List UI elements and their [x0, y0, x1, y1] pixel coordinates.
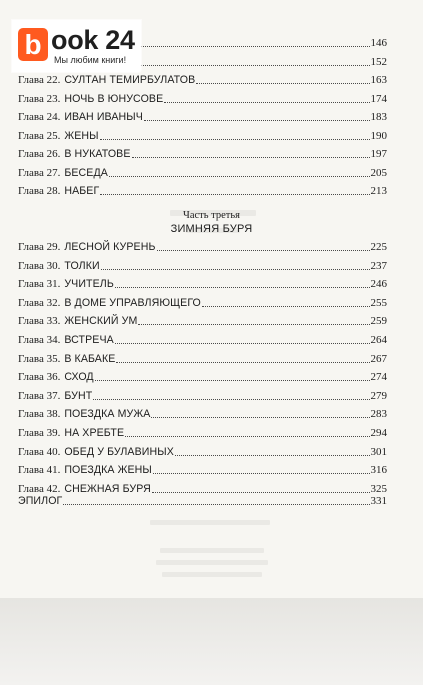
toc-entry-title: НОЧЬ В ЮНУСОВЕ [64, 92, 164, 105]
toc-chapter-number: Глава 35. [18, 352, 61, 365]
toc-leader-dots [101, 269, 370, 270]
toc-entry [18, 257, 387, 273]
toc-entry [18, 424, 387, 440]
toc-leader-dots [175, 455, 370, 456]
part-label: Часть третья [183, 210, 240, 221]
toc-entry [18, 387, 387, 403]
toc-page-number: 163 [370, 74, 387, 86]
toc-page-number: 225 [370, 241, 387, 253]
toc-leader-dots [115, 343, 370, 344]
toc-chapter-number: Глава 33. [18, 315, 61, 328]
toc-entry-label [18, 278, 114, 291]
toc-leader-dots [95, 380, 370, 381]
toc-entry-label [18, 334, 114, 347]
toc-entry-title: ЖЕНЫ [64, 129, 99, 142]
toc-entry [18, 405, 387, 421]
toc-entry-title: СНЕЖНАЯ БУРЯ [64, 482, 151, 495]
toc-page-number: 190 [370, 129, 387, 142]
toc-leader-dots [115, 287, 370, 288]
toc-entry-title: ИВАН ИВАНЫЧ [64, 111, 143, 123]
book24-logo[interactable] [12, 20, 141, 72]
toc-entry-label [18, 297, 201, 310]
toc-entry-title: УЧИТЕЛЬ [64, 278, 114, 291]
toc-entry-label [18, 241, 156, 254]
toc-entry-label [18, 390, 92, 403]
toc-entry-title: НАБЕГ [64, 185, 100, 197]
toc-entry-title: ЭПИЛОГ [18, 495, 63, 507]
toc-entry-label [18, 446, 174, 459]
toc-entry-title: ЛЕСНОЙ КУРЕНЬ [64, 241, 156, 253]
logo-letter-badge: b [18, 28, 48, 61]
toc-entry-title: В НУКАТОВЕ [64, 148, 131, 160]
toc-entry-label [18, 495, 62, 508]
toc-leader-dots [125, 436, 369, 437]
toc-entry-title: ВСТРЕЧА [64, 334, 114, 346]
toc-entry-label [18, 93, 163, 106]
show-through-mark [160, 548, 264, 553]
toc-page-number: 279 [370, 389, 387, 402]
toc-entry [18, 350, 387, 366]
toc-page-number: 301 [370, 445, 387, 458]
toc-leader-dots [93, 399, 369, 400]
toc-chapter-number: Глава 30. [18, 259, 61, 272]
toc-leader-dots [116, 362, 369, 363]
toc-entry-label [18, 130, 99, 143]
toc-page-number: 316 [370, 464, 387, 477]
toc-entry-label [18, 148, 131, 161]
toc-entry-label [18, 408, 150, 421]
toc-chapter-number: Глава 38. [18, 408, 61, 421]
toc-entry [18, 275, 387, 291]
toc-page-number: 152 [370, 55, 387, 68]
toc-entry-label [18, 185, 99, 198]
toc-chapter-number: Глава 22. [18, 74, 61, 86]
toc-entry-label [18, 464, 152, 477]
toc-leader-dots [100, 194, 369, 195]
toc-entry-label [18, 260, 100, 273]
toc-page-number: 267 [370, 352, 387, 365]
toc-page-number: 331 [370, 495, 387, 507]
toc-entry-label [18, 427, 124, 440]
toc-leader-dots [63, 504, 369, 505]
toc-chapter-number: Глава 24. [18, 111, 61, 123]
toc-chapter-number: Глава 36. [18, 371, 61, 384]
toc-leader-dots [153, 473, 370, 474]
toc-page-number: 283 [370, 408, 387, 421]
toc-entry-title: ПОЕЗДКА ЖЕНЫ [64, 464, 152, 477]
toc-chapter-number: Глава 31. [18, 278, 61, 291]
toc-entry-title: В ДОМЕ УПРАВЛЯЮЩЕГО [64, 296, 201, 309]
toc-entry-title: ПОЕЗДКА МУЖА [64, 408, 151, 421]
toc-entry [18, 443, 387, 459]
toc-entry-title: ТОЛКИ [64, 259, 100, 272]
toc-entry [18, 331, 387, 347]
toc-entry [18, 164, 387, 180]
toc-entry [18, 461, 387, 477]
toc-page-number: 255 [370, 296, 387, 309]
toc-entry [18, 312, 387, 328]
toc-chapter-number: Глава 39. [18, 427, 61, 439]
toc-entry [18, 182, 387, 198]
toc-page-number: 259 [370, 315, 387, 328]
toc-leader-dots [138, 324, 369, 325]
toc-leader-dots [202, 306, 370, 307]
toc-entry [18, 368, 387, 384]
toc-entry-label [18, 167, 108, 180]
toc-leader-dots [144, 120, 370, 121]
toc-chapter-number: Глава 28. [18, 185, 61, 197]
toc-entry-label [18, 111, 143, 124]
toc-chapter-number: Глава 34. [18, 334, 61, 346]
toc-entry-title: ОБЕД У БУЛАВИНЫХ [64, 445, 174, 458]
toc-chapter-number: Глава 25. [18, 129, 61, 142]
toc-page-number: 146 [370, 37, 387, 49]
toc-page-number: 183 [370, 111, 387, 123]
toc-chapter-number: Глава 40. [18, 445, 61, 458]
toc-chapter-number: Глава 23. [18, 92, 61, 105]
toc-leader-dots [164, 102, 369, 103]
toc-page-number: 205 [370, 166, 387, 179]
page-bottom-area [0, 598, 423, 685]
toc-entry-title: БЕСЕДА [64, 166, 108, 179]
toc-entry-label [18, 371, 94, 384]
toc-page-number: 294 [370, 427, 387, 439]
toc-chapter-number: Глава 29. [18, 241, 61, 253]
toc-entry [18, 294, 387, 310]
toc-entry [18, 145, 387, 161]
toc-leader-dots [109, 176, 370, 177]
toc-entry-title: В КАБАКЕ [64, 352, 116, 365]
toc-page-number: 274 [370, 371, 387, 384]
toc-page-number: 237 [370, 259, 387, 272]
toc-entry [18, 90, 387, 106]
toc-leader-dots [132, 157, 370, 158]
toc-page-number: 246 [370, 278, 387, 291]
toc-entry [18, 127, 387, 143]
toc-entry-label [18, 315, 137, 328]
toc-entry-title: БУНТ [64, 389, 93, 402]
toc-page-number: 325 [370, 482, 387, 495]
toc-page-number: 197 [370, 148, 387, 160]
toc-entry-title: СХОД [64, 371, 94, 384]
toc-leader-dots [196, 83, 369, 84]
logo-tagline: Мы любим книги! [54, 55, 127, 65]
toc-entry-epilogue [18, 492, 387, 508]
toc-entry [18, 238, 387, 254]
part-title: ЗИМНЯЯ БУРЯ [170, 223, 253, 235]
toc-leader-dots [157, 250, 370, 251]
toc-chapter-number: Глава 37. [18, 389, 61, 402]
show-through-mark [156, 560, 268, 565]
toc-entry-title: ЖЕНСКИЙ УМ [64, 315, 138, 328]
toc-entry-label [18, 353, 115, 366]
toc-page-number: 174 [370, 92, 387, 105]
toc-page-number: 264 [370, 334, 387, 346]
toc-chapter-number: Глава 32. [18, 296, 61, 309]
toc-leader-dots [151, 417, 369, 418]
toc-chapter-number: Глава 41. [18, 464, 61, 477]
show-through-mark [150, 520, 270, 525]
toc-entry-label [18, 74, 195, 87]
toc-page-number: 213 [370, 185, 387, 197]
logo-wordmark: ook 24 [51, 25, 135, 55]
toc-entry [18, 108, 387, 124]
toc-entry-title: НА ХРЕБТЕ [64, 427, 125, 439]
toc-entry-title: СУЛТАН ТЕМИРБУЛАТОВ [64, 74, 196, 86]
show-through-mark [162, 572, 262, 577]
toc-leader-dots [100, 139, 370, 140]
toc-chapter-number: Глава 26. [18, 148, 61, 160]
toc-entry [18, 71, 387, 87]
toc-chapter-number: Глава 42. [18, 482, 61, 495]
toc-chapter-number: Глава 27. [18, 166, 61, 179]
